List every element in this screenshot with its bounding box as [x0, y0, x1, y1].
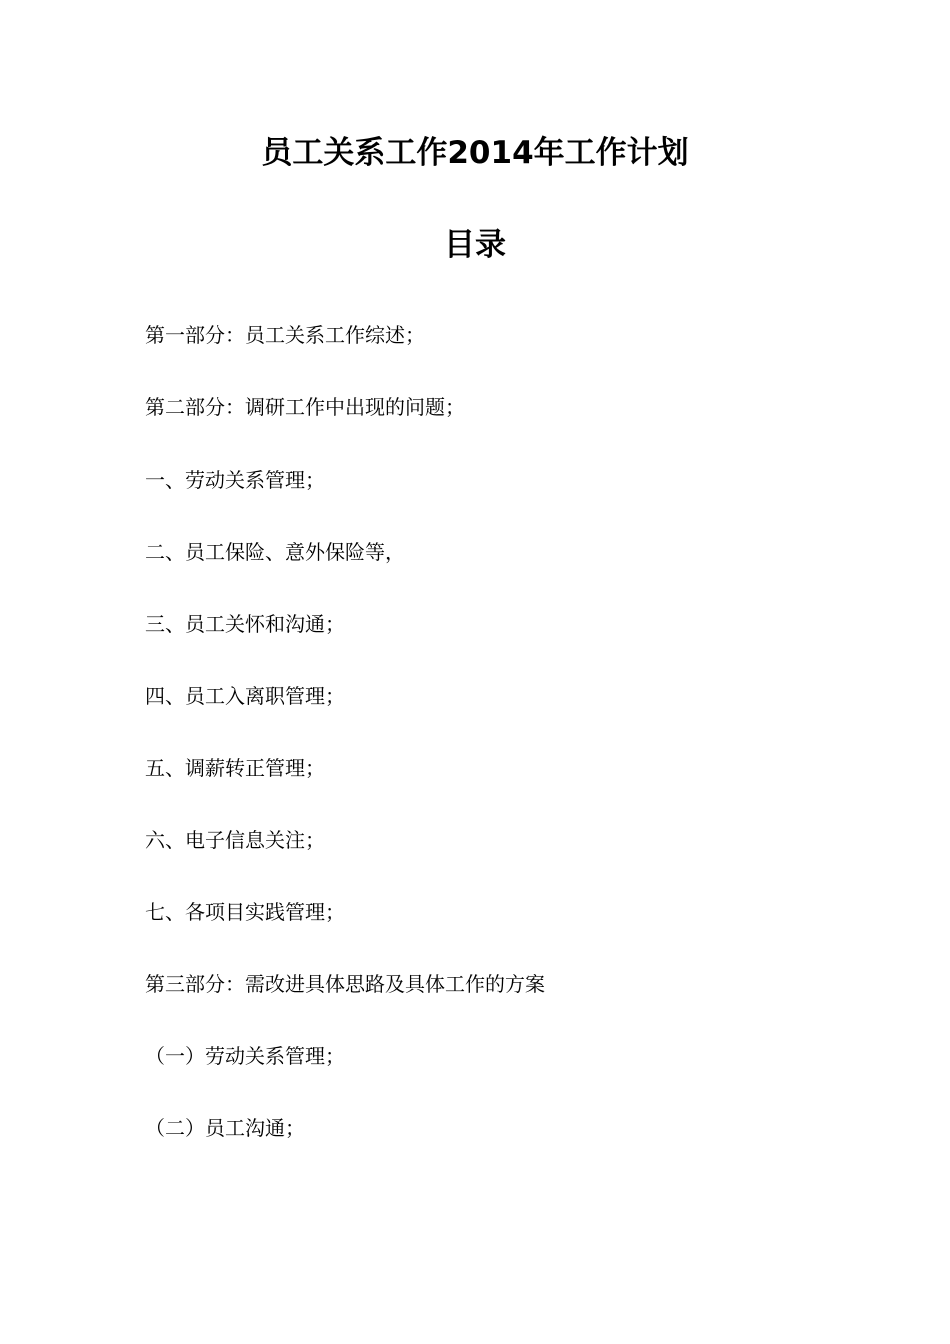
- toc-item-part-1: 第一部分：员工关系工作综述；: [145, 323, 425, 347]
- toc-subitem-1: （一）劳动关系管理；: [145, 1044, 345, 1068]
- toc-item-part-3: 第三部分：需改进具体思路及具体工作的方案: [145, 972, 545, 996]
- toc-subitem-2: （二）员工沟通；: [145, 1116, 305, 1140]
- toc-item-5: 五、调薪转正管理；: [145, 756, 325, 780]
- toc-item-7: 七、各项目实践管理；: [145, 900, 345, 924]
- toc-item-6: 六、电子信息关注；: [145, 828, 325, 852]
- toc-item-2: 二、员工保险、意外保险等，: [145, 540, 405, 564]
- toc-item-3: 三、员工关怀和沟通；: [145, 612, 345, 636]
- toc-item-4: 四、员工入离职管理；: [145, 684, 345, 708]
- toc-heading: 目录: [444, 227, 506, 263]
- document-title: 员工关系工作2014年工作计划: [261, 135, 689, 171]
- toc-item-part-2: 第二部分：调研工作中出现的问题；: [145, 395, 465, 419]
- toc-item-1: 一、劳动关系管理；: [145, 468, 325, 492]
